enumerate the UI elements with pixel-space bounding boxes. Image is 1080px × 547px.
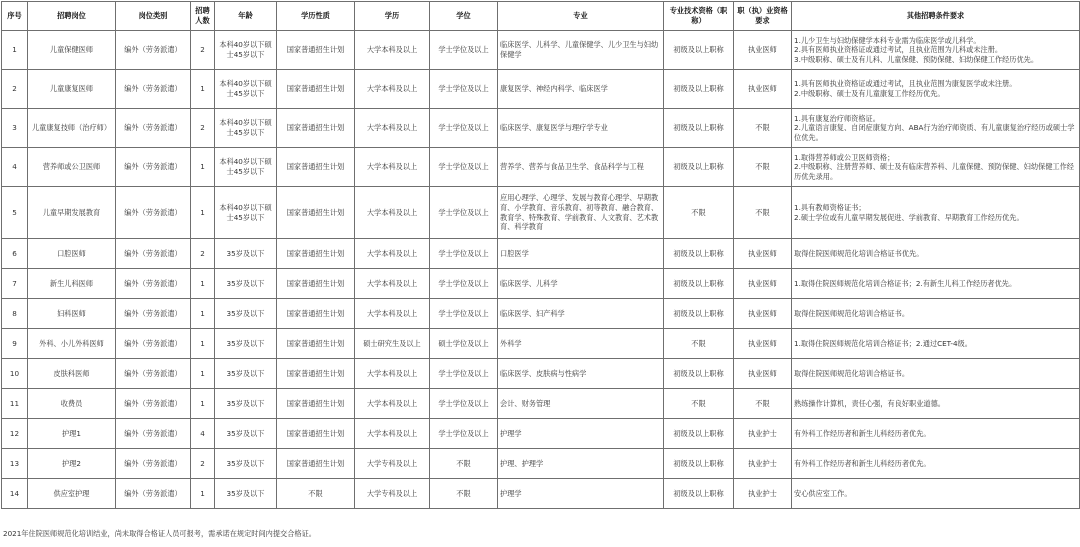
cell-title: 初级及以上职称 (664, 359, 734, 389)
cell-no: 12 (2, 419, 28, 449)
cell-title: 初级及以上职称 (664, 449, 734, 479)
cell-post: 护理1 (28, 419, 116, 449)
cell-license: 执业医师 (734, 299, 792, 329)
table-row (2, 449, 1080, 479)
cell-degree: 学士学位及以上 (430, 389, 498, 419)
cell-age: 本科40岁以下硕士45岁以下 (215, 70, 277, 109)
col-header-education: 学历 (355, 2, 430, 31)
cell-degree: 学士学位及以上 (430, 359, 498, 389)
cell-category: 编外（劳务派遣） (116, 187, 191, 239)
cell-count: 2 (191, 449, 215, 479)
table-row (2, 109, 1080, 148)
cell-title: 初级及以上职称 (664, 239, 734, 269)
cell-title: 初级及以上职称 (664, 109, 734, 148)
cell-other: 1.具有教师资格证书； 2.硕士学位或有儿童早期发展促进、学前教育、早期教育工作经历优先。 (792, 187, 1080, 239)
cell-education: 大学本科及以上 (355, 419, 430, 449)
cell-license: 执业护士 (734, 419, 792, 449)
cell-other: 1.儿少卫生与妇幼保健学本科专业需为临床医学或儿科学。 2.具有医师执业资格证或通过考试，且执业范围为儿科或未注册。 3.中级职称、硕士及有儿科、儿童保健、预防保健、妇幼保健工作经历优先。 (792, 31, 1080, 70)
cell-nature: 国家普通招生计划 (277, 31, 355, 70)
cell-age: 35岁及以下 (215, 299, 277, 329)
table-row (2, 70, 1080, 109)
cell-category: 编外（劳务派遣） (116, 389, 191, 419)
cell-title: 初级及以上职称 (664, 299, 734, 329)
cell-nature: 国家普通招生计划 (277, 299, 355, 329)
table-row (2, 479, 1080, 509)
cell-post: 皮肤科医师 (28, 359, 116, 389)
cell-nature: 不限 (277, 479, 355, 509)
cell-license: 执业医师 (734, 70, 792, 109)
cell-no: 4 (2, 148, 28, 187)
col-header-count: 招聘人数 (191, 2, 215, 31)
cell-nature: 国家普通招生计划 (277, 187, 355, 239)
cell-education: 大学本科及以上 (355, 239, 430, 269)
cell-no: 3 (2, 109, 28, 148)
cell-no: 10 (2, 359, 28, 389)
cell-category: 编外（劳务派遣） (116, 239, 191, 269)
cell-title: 不限 (664, 329, 734, 359)
cell-license: 执业医师 (734, 239, 792, 269)
cell-license: 执业护士 (734, 479, 792, 509)
cell-age: 本科40岁以下硕士45岁以下 (215, 148, 277, 187)
cell-education: 大学本科及以上 (355, 31, 430, 70)
cell-degree: 学士学位及以上 (430, 239, 498, 269)
cell-major: 口腔医学 (498, 239, 664, 269)
cell-license: 执业医师 (734, 329, 792, 359)
cell-other: 1.具有康复治疗师资格证。 2.儿童语言康复、自闭症康复方向、ABA行为治疗师资质、有儿童康复治疗经历或硕士学位优先。 (792, 109, 1080, 148)
cell-education: 大学本科及以上 (355, 299, 430, 329)
cell-no: 13 (2, 449, 28, 479)
cell-title: 不限 (664, 389, 734, 419)
cell-other: 1.具有医师执业资格证或通过考试，且执业范围为康复医学或未注册。 2.中级职称、硕士及有儿童康复工作经历优先。 (792, 70, 1080, 109)
cell-major: 临床医学、妇产科学 (498, 299, 664, 329)
cell-age: 35岁及以下 (215, 329, 277, 359)
cell-other: 安心供应室工作。 (792, 479, 1080, 509)
cell-count: 1 (191, 148, 215, 187)
cell-title: 初级及以上职称 (664, 479, 734, 509)
cell-title: 不限 (664, 187, 734, 239)
cell-nature: 国家普通招生计划 (277, 449, 355, 479)
cell-major: 营养学、营养与食品卫生学、食品科学与工程 (498, 148, 664, 187)
cell-education: 大学本科及以上 (355, 269, 430, 299)
cell-count: 1 (191, 70, 215, 109)
cell-title: 初级及以上职称 (664, 148, 734, 187)
cell-degree: 学士学位及以上 (430, 31, 498, 70)
cell-degree: 学士学位及以上 (430, 187, 498, 239)
cell-license: 不限 (734, 148, 792, 187)
cell-nature: 国家普通招生计划 (277, 389, 355, 419)
table-row (2, 329, 1080, 359)
col-header-major: 专业 (498, 2, 664, 31)
cell-license: 执业医师 (734, 31, 792, 70)
cell-no: 7 (2, 269, 28, 299)
cell-major: 外科学 (498, 329, 664, 359)
table-row (2, 299, 1080, 329)
table-row (2, 187, 1080, 239)
col-header-license: 职（执）业资格要求 (734, 2, 792, 31)
cell-nature: 国家普通招生计划 (277, 148, 355, 187)
cell-education: 大学专科及以上 (355, 449, 430, 479)
table-row (2, 389, 1080, 419)
cell-age: 35岁及以下 (215, 479, 277, 509)
col-header-degree: 学位 (430, 2, 498, 31)
cell-count: 1 (191, 479, 215, 509)
cell-post: 儿童保健医师 (28, 31, 116, 70)
cell-age: 35岁及以下 (215, 269, 277, 299)
cell-title: 初级及以上职称 (664, 70, 734, 109)
cell-degree: 学士学位及以上 (430, 148, 498, 187)
cell-education: 硕士研究生及以上 (355, 329, 430, 359)
col-header-post: 招聘岗位 (28, 2, 116, 31)
cell-age: 本科40岁以下硕士45岁以下 (215, 109, 277, 148)
cell-degree: 硕士学位及以上 (430, 329, 498, 359)
cell-category: 编外（劳务派遣） (116, 479, 191, 509)
cell-license: 不限 (734, 187, 792, 239)
cell-category: 编外（劳务派遣） (116, 31, 191, 70)
cell-nature: 国家普通招生计划 (277, 359, 355, 389)
cell-count: 2 (191, 239, 215, 269)
cell-age: 35岁及以下 (215, 389, 277, 419)
cell-title: 初级及以上职称 (664, 419, 734, 449)
cell-post: 护理2 (28, 449, 116, 479)
cell-post: 口腔医师 (28, 239, 116, 269)
cell-degree: 学士学位及以上 (430, 109, 498, 148)
cell-count: 1 (191, 299, 215, 329)
cell-post: 儿童康复医师 (28, 70, 116, 109)
cell-count: 1 (191, 359, 215, 389)
cell-post: 外科、小儿外科医师 (28, 329, 116, 359)
table-row (2, 31, 1080, 70)
cell-nature: 国家普通招生计划 (277, 109, 355, 148)
cell-no: 6 (2, 239, 28, 269)
cell-other: 取得住院医师规范化培训合格证书。 (792, 299, 1080, 329)
cell-license: 执业医师 (734, 359, 792, 389)
cell-no: 11 (2, 389, 28, 419)
cell-title: 初级及以上职称 (664, 269, 734, 299)
cell-no: 5 (2, 187, 28, 239)
cell-post: 妇科医师 (28, 299, 116, 329)
cell-major: 临床医学、皮肤病与性病学 (498, 359, 664, 389)
col-header-nature: 学历性质 (277, 2, 355, 31)
cell-category: 编外（劳务派遣） (116, 299, 191, 329)
cell-major: 应用心理学、心理学、发展与教育心理学、早期教育、小学教育、音乐教育、初等教育、融合教育、教育学、特殊教育、学前教育、人文教育、艺术教育、科学教育 (498, 187, 664, 239)
cell-major: 护理学 (498, 419, 664, 449)
cell-category: 编外（劳务派遣） (116, 359, 191, 389)
cell-post: 儿童康复技师（治疗师） (28, 109, 116, 148)
cell-no: 2 (2, 70, 28, 109)
table-header-row (2, 2, 1080, 31)
cell-education: 大学本科及以上 (355, 70, 430, 109)
cell-no: 9 (2, 329, 28, 359)
table-body (2, 31, 1080, 509)
table-row (2, 269, 1080, 299)
cell-license: 不限 (734, 109, 792, 148)
cell-license: 执业医师 (734, 269, 792, 299)
cell-count: 1 (191, 329, 215, 359)
cell-license: 执业护士 (734, 449, 792, 479)
cell-nature: 国家普通招生计划 (277, 419, 355, 449)
cell-education: 大学本科及以上 (355, 389, 430, 419)
cell-education: 大学本科及以上 (355, 359, 430, 389)
table-row (2, 239, 1080, 269)
col-header-category: 岗位类别 (116, 2, 191, 31)
cell-category: 编外（劳务派遣） (116, 269, 191, 299)
cell-major: 康复医学、神经内科学、临床医学 (498, 70, 664, 109)
cell-post: 营养师或公卫医师 (28, 148, 116, 187)
cell-other: 1.取得住院医师规范化培训合格证书；2.有新生儿科工作经历者优先。 (792, 269, 1080, 299)
col-header-other: 其他招聘条件要求 (792, 2, 1080, 31)
cell-degree: 学士学位及以上 (430, 269, 498, 299)
cell-other: 取得住院医师规范化培训合格证书。 (792, 359, 1080, 389)
cell-license: 不限 (734, 389, 792, 419)
cell-major: 临床医学、康复医学与理疗学专业 (498, 109, 664, 148)
col-header-no: 序号 (2, 2, 28, 31)
cell-education: 大学本科及以上 (355, 109, 430, 148)
recruitment-table (1, 1, 1080, 509)
cell-other: 1.取得住院医师规范化培训合格证书；2.通过CET-4级。 (792, 329, 1080, 359)
cell-other: 有外科工作经历者和新生儿科经历者优先。 (792, 419, 1080, 449)
cell-post: 儿童早期发展教育 (28, 187, 116, 239)
cell-major: 临床医学、儿科学、儿童保健学、儿少卫生与妇幼保健学 (498, 31, 664, 70)
cell-other: 有外科工作经历者和新生儿科经历者优先。 (792, 449, 1080, 479)
cell-category: 编外（劳务派遣） (116, 148, 191, 187)
cell-category: 编外（劳务派遣） (116, 419, 191, 449)
cell-count: 1 (191, 269, 215, 299)
cell-category: 编外（劳务派遣） (116, 70, 191, 109)
cell-other: 1.取得营养师或公卫医师资格； 2.中级职称、注册营养师、硕士及有临床营养科、儿童保健、预防保健、妇幼保健工作经历优先录用。 (792, 148, 1080, 187)
cell-education: 大学本科及以上 (355, 187, 430, 239)
cell-count: 4 (191, 419, 215, 449)
table-row (2, 148, 1080, 187)
cell-nature: 国家普通招生计划 (277, 239, 355, 269)
cell-age: 本科40岁以下硕士45岁以下 (215, 187, 277, 239)
cell-post: 供应室护理 (28, 479, 116, 509)
cell-nature: 国家普通招生计划 (277, 269, 355, 299)
footnote: 2021年住院医师规范化培训结业，尚未取得合格证人员可报考，需承诺在规定时间内提交合格证。 (3, 529, 316, 538)
cell-major: 临床医学、儿科学 (498, 269, 664, 299)
cell-no: 14 (2, 479, 28, 509)
cell-major: 护理、护理学 (498, 449, 664, 479)
recruitment-document (0, 1, 1080, 547)
cell-degree: 学士学位及以上 (430, 70, 498, 109)
cell-age: 35岁及以下 (215, 449, 277, 479)
cell-nature: 国家普通招生计划 (277, 329, 355, 359)
cell-category: 编外（劳务派遣） (116, 329, 191, 359)
cell-degree: 不限 (430, 449, 498, 479)
col-header-age: 年龄 (215, 2, 277, 31)
cell-count: 2 (191, 109, 215, 148)
cell-title: 初级及以上职称 (664, 31, 734, 70)
cell-no: 8 (2, 299, 28, 329)
cell-other: 取得住院医师规范化培训合格证书优先。 (792, 239, 1080, 269)
cell-degree: 学士学位及以上 (430, 299, 498, 329)
cell-degree: 不限 (430, 479, 498, 509)
cell-category: 编外（劳务派遣） (116, 109, 191, 148)
cell-post: 新生儿科医师 (28, 269, 116, 299)
cell-category: 编外（劳务派遣） (116, 449, 191, 479)
col-header-title: 专业技术资格（职称） (664, 2, 734, 31)
cell-age: 35岁及以下 (215, 419, 277, 449)
table-row (2, 419, 1080, 449)
cell-major: 护理学 (498, 479, 664, 509)
cell-nature: 国家普通招生计划 (277, 70, 355, 109)
cell-major: 会计、财务管理 (498, 389, 664, 419)
cell-age: 35岁及以下 (215, 239, 277, 269)
cell-education: 大学专科及以上 (355, 479, 430, 509)
table-row (2, 359, 1080, 389)
cell-age: 本科40岁以下硕士45岁以下 (215, 31, 277, 70)
cell-other: 熟练操作计算机，责任心强，有良好职业道德。 (792, 389, 1080, 419)
cell-count: 1 (191, 187, 215, 239)
cell-post: 收费员 (28, 389, 116, 419)
cell-count: 2 (191, 31, 215, 70)
cell-age: 35岁及以下 (215, 359, 277, 389)
cell-no: 1 (2, 31, 28, 70)
cell-degree: 学士学位及以上 (430, 419, 498, 449)
cell-count: 1 (191, 389, 215, 419)
cell-education: 大学本科及以上 (355, 148, 430, 187)
